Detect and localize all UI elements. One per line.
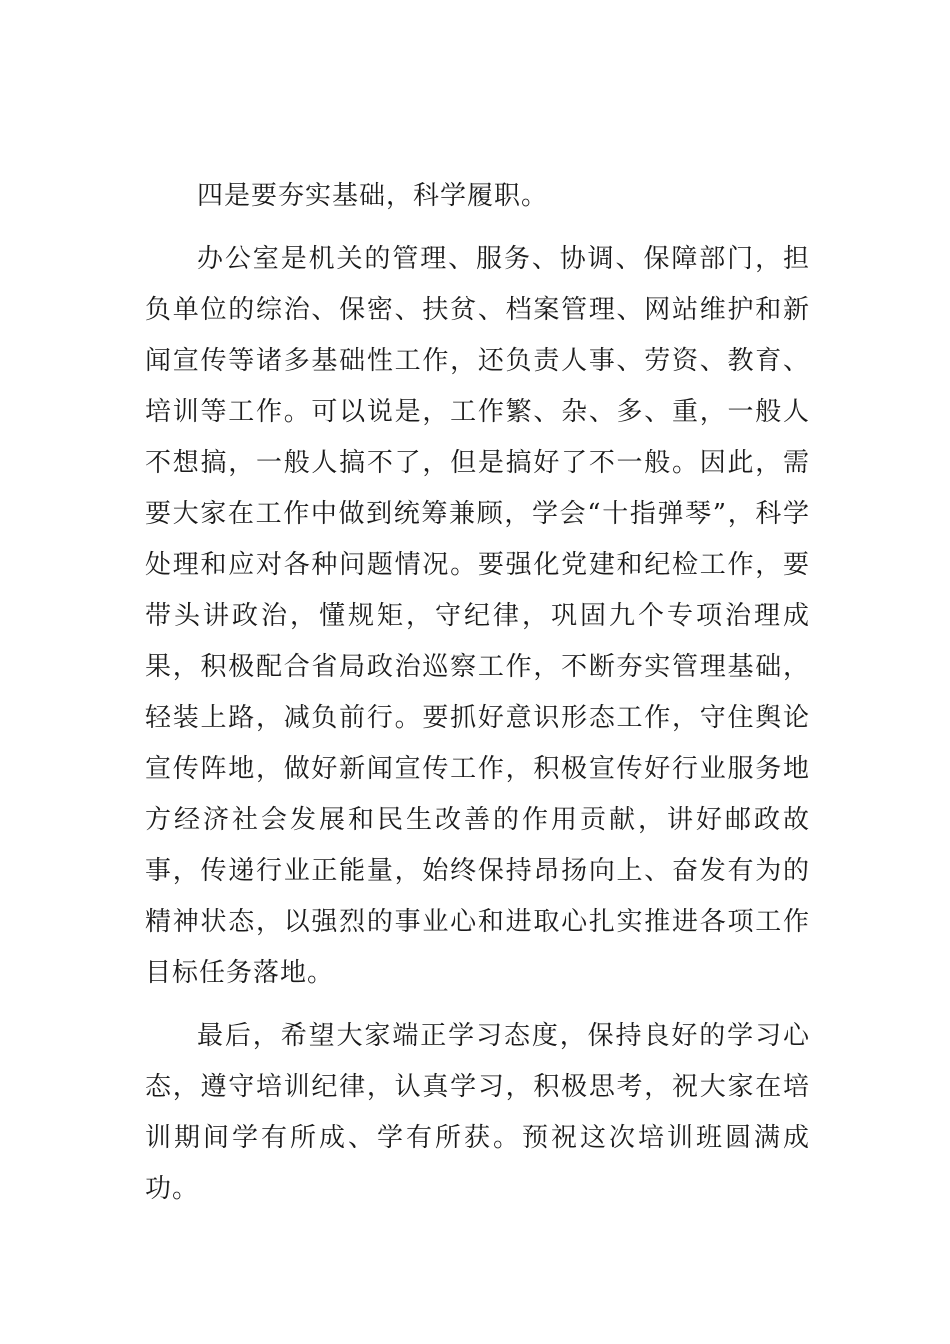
- body-paragraph: 办公室是机关的管理、服务、协调、保障部门，担负单位的综治、保密、扶贫、档案管理、网站维护和新闻宣传等诸多基础性工作，还负责人事、劳资、教育、培训等工作。可以说是，工作繁、杂、多、重，一般人不想搞，一般人搞不了，但是搞好了不一般。因此，需要大家在工作中做到统筹兼顾，学会“十指弹琴”，科学处理和应对各种问题情况。要强化党建和纪检工作，要带头讲政治，懂规矩，守纪律，巩固九个专项治理成果，积极配合省局政治巡察工作，不断夯实管理基础，轻装上路，减负前行。要抓好意识形态工作，守住舆论宣传阵地，做好新闻宣传工作，积极宣传好行业服务地方经济社会发展和民生改善的作用贡献，讲好邮政故事，传递行业正能量，始终保持昂扬向上、奋发有为的精神状态，以强烈的事业心和进取心扎实推进各项工作目标任务落地。: [145, 244, 810, 988]
- section-heading: 四是要夯实基础，科学履职。: [197, 181, 549, 211]
- closing-paragraph: 最后，希望大家端正学习态度，保持良好的学习心态，遵守培训纪律，认真学习，积极思考，祝大家在培训期间学有所成、学有所获。预祝这次培训班圆满成功。: [145, 1021, 810, 1204]
- document-body: [145, 171, 810, 1215]
